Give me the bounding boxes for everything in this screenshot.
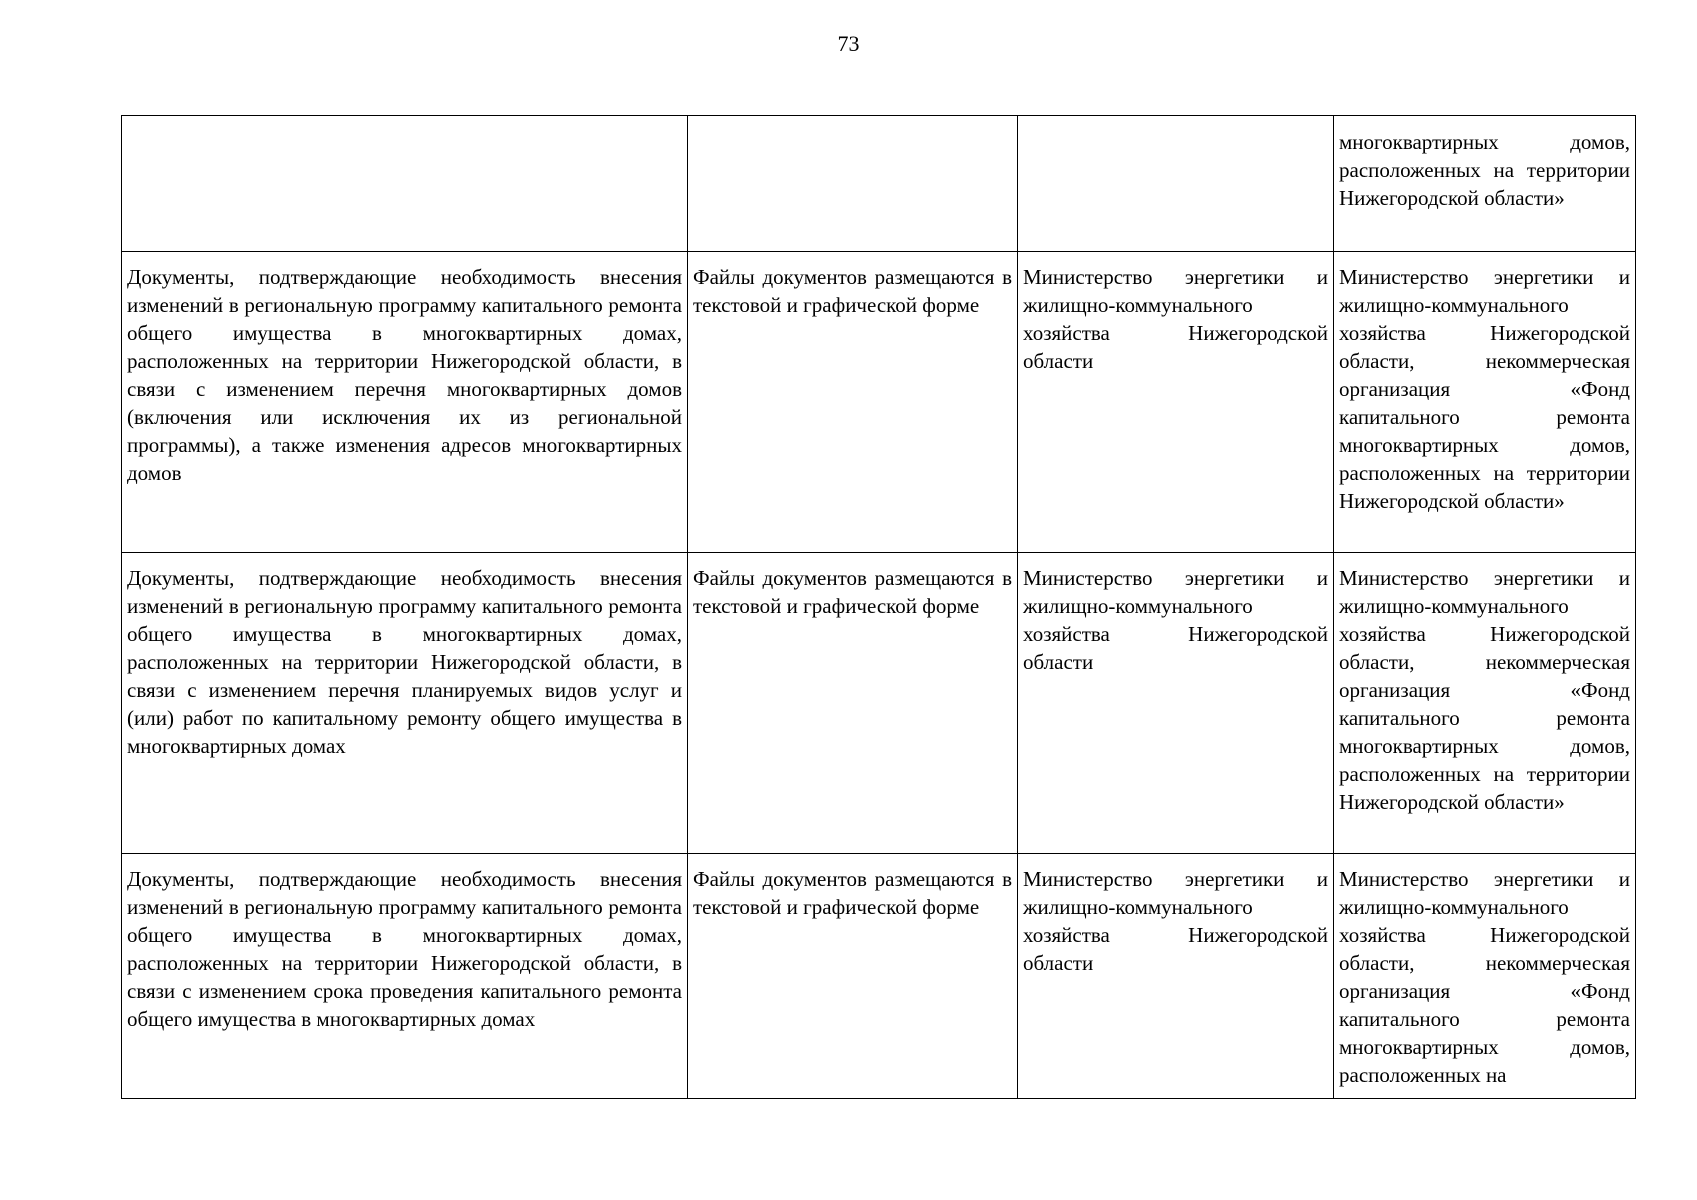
cell-format (688, 116, 1018, 252)
cell-authority (1018, 116, 1334, 252)
documents-table (121, 115, 1636, 1099)
cell-document: Документы, подтверждающие необходимость внесения изменений в региональную программу капитального ремонта общего имущества в многоквартирных домах, расположенных на территории Нижегородской области, в связи с изменением перечня планируемых видов услуг и (или) работ по капитальному ремонту общего имущества в многоквартирных домах (122, 553, 688, 854)
cell-responsible: многоквартирных домов, расположенных на территории Нижегородской области» (1334, 116, 1636, 252)
cell-format: Файлы документов размещаются в текстовой и графической форме (688, 252, 1018, 553)
table-row (122, 553, 1636, 854)
cell-document: Документы, подтверждающие необходимость внесения изменений в региональную программу капитального ремонта общего имущества в многоквартирных домах, расположенных на территории Нижегородской области, в связи с изменением перечня многоквартирных домов (включения или исключения их из региональной программы), а также изменения адресов многоквартирных домов (122, 252, 688, 553)
cell-document (122, 116, 688, 252)
cell-authority: Министерство энергетики и жилищно-коммунального хозяйства Нижегородской области (1018, 854, 1334, 1099)
table-row (122, 854, 1636, 1099)
cell-responsible: Министерство энергетики и жилищно-коммунального хозяйства Нижегородской области, некоммерческая организация «Фонд капитального ремонта многоквартирных домов, расположенных на территории Нижегородской области» (1334, 252, 1636, 553)
cell-responsible: Министерство энергетики и жилищно-коммунального хозяйства Нижегородской области, некоммерческая организация «Фонд капитального ремонта многоквартирных домов, расположенных на территории Нижегородской области» (1334, 553, 1636, 854)
table-row (122, 116, 1636, 252)
cell-responsible: Министерство энергетики и жилищно-коммунального хозяйства Нижегородской области, некоммерческая организация «Фонд капитального ремонта многоквартирных домов, расположенных на (1334, 854, 1636, 1099)
cell-format: Файлы документов размещаются в текстовой и графической форме (688, 854, 1018, 1099)
cell-authority: Министерство энергетики и жилищно-коммунального хозяйства Нижегородской области (1018, 553, 1334, 854)
page-number: 73 (837, 31, 860, 56)
table-row (122, 252, 1636, 553)
cell-format: Файлы документов размещаются в текстовой и графической форме (688, 553, 1018, 854)
cell-authority: Министерство энергетики и жилищно-коммунального хозяйства Нижегородской области (1018, 252, 1334, 553)
cell-document: Документы, подтверждающие необходимость внесения изменений в региональную программу капитального ремонта общего имущества в многоквартирных домах, расположенных на территории Нижегородской области, в связи с изменением срока проведения капитального ремонта общего имущества в многоквартирных домах (122, 854, 688, 1099)
